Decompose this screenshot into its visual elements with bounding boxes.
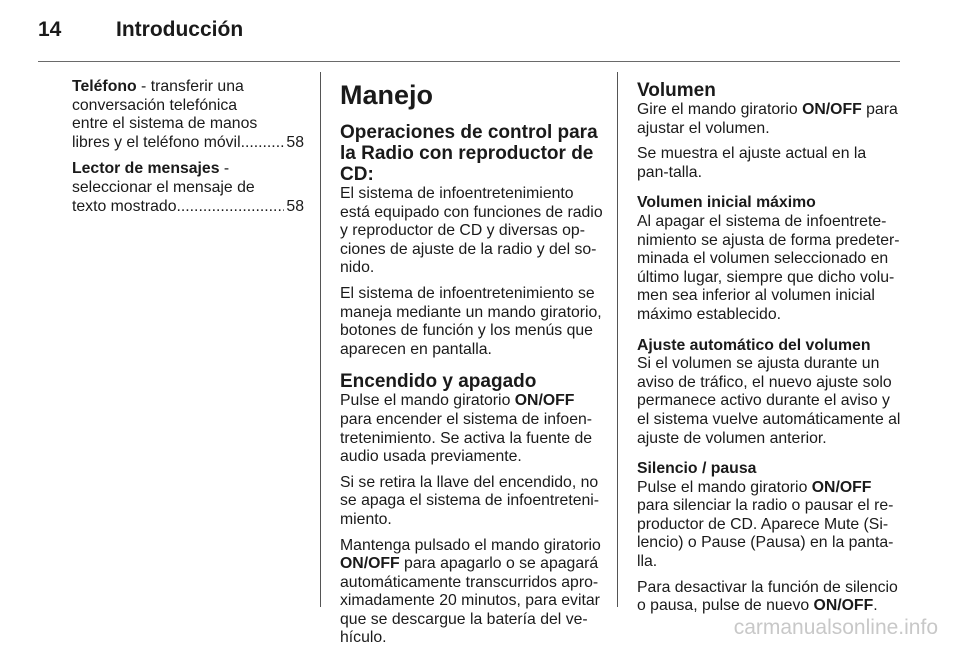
toc-text: entre el sistema de manos: [72, 115, 258, 133]
manejo-column: [340, 78, 603, 655]
paragraph: El sistema de infoentretenimiento se maneja mediante un mando giratorio, botones de función y los menús que aparecen en pantalla.: [340, 284, 602, 358]
paragraph: [637, 101, 902, 138]
toc-page-number: 58: [286, 133, 304, 151]
toc-text: transferir una: [150, 78, 244, 95]
heading-volumen: Volumen: [637, 80, 716, 101]
paragraph: El sistema de infoentretenimiento está equipado con funciones de radio y reproductor de CD y diversas op-ciones de ajuste de la radio y del so-nido.: [340, 185, 603, 277]
text: .: [873, 597, 878, 615]
paragraph: Se muestra el ajuste actual en la pan-talla.: [637, 145, 867, 181]
toc-page-number: 58: [286, 197, 304, 215]
text: Para desactivar la función de silencio o pausa, pulse de nuevo: [637, 578, 898, 615]
page-title: Introducción: [116, 18, 244, 41]
toc-leader: [241, 134, 285, 153]
heading-volumen-inicial: Volumen inicial máximo: [637, 194, 816, 212]
heading-ajuste-automatico: Ajuste automático del volumen: [637, 336, 871, 354]
toc-text: texto mostrado: [72, 197, 177, 215]
control-name: ON/OFF: [811, 478, 872, 496]
text: Pulse el mando giratorio: [637, 478, 812, 496]
page-number: 14: [38, 18, 62, 41]
control-name: ON/OFF: [514, 392, 575, 410]
toc-separator: -: [219, 160, 230, 178]
paragraph: [637, 579, 902, 616]
toc-term: Lector de mensajes: [72, 160, 220, 178]
heading-encendido: Encendido y apagado: [340, 371, 537, 393]
paragraph: Si el volumen se ajusta durante un aviso de tráfico, el nuevo ajuste solo permanece activo durante el aviso y el sistema vuelve automáticamente al ajuste de volumen anterior.: [637, 355, 901, 447]
text: para apagarlo o se apagará automáticamente transcurridos apro-ximadamente 20 minutos, para evitar que se descargue la batería del ve-hículo.: [340, 555, 600, 647]
toc-entry-lector-mensajes[interactable]: [72, 160, 304, 216]
heading-operaciones: Operaciones de control para la Radio con reproductor de CD:: [340, 122, 598, 185]
text: Pulse el mando giratorio: [340, 392, 515, 410]
toc-leader: [177, 198, 285, 217]
paragraph: Si se retira la llave del encendido, no se apaga el sistema de infoentreteni-miento.: [340, 473, 600, 528]
heading-silencio: Silencio / pausa: [637, 460, 757, 478]
control-name: ON/OFF: [813, 597, 874, 615]
toc-separator: -: [136, 78, 151, 95]
page-header: [38, 18, 243, 42]
paragraph: Al apagar el sistema de infoentrete-nimiento se ajusta de forma predeter-minada el volumen seleccionado en último lugar, siempre que dicho volu-men sea inferior al volumen inicial máximo establecido.: [637, 212, 900, 323]
toc-text: libres y el teléfono móvil: [72, 133, 241, 151]
text: Gire el mando giratorio: [637, 101, 803, 118]
text: para silenciar la radio o pausar el re-productor de CD. Aparece Mute (Si-lencio) o Pause (Pausa) en la panta-lla.: [637, 497, 894, 571]
toc-term: Teléfono: [72, 78, 137, 95]
column-divider-right: [617, 72, 618, 607]
toc-column: [72, 78, 304, 224]
header-divider: [38, 61, 900, 62]
control-name: ON/OFF: [802, 101, 862, 118]
text: para encender el sistema de infoen-tretenimiento. Se activa la fuente de audio usada previamente.: [340, 410, 593, 466]
text: para ajustar el volumen.: [637, 101, 898, 137]
text: Mantenga pulsado el mando giratorio: [340, 536, 601, 554]
toc-text: seleccionar el mensaje de: [72, 178, 255, 196]
paragraph: [340, 537, 603, 649]
toc-text: conversación telefónica: [72, 96, 238, 114]
section-title-manejo: Manejo: [340, 80, 434, 110]
paragraph: [340, 392, 603, 466]
control-name: ON/OFF: [340, 555, 400, 573]
watermark: carmanualsonline.info: [733, 616, 938, 639]
volumen-column: [637, 78, 902, 623]
column-divider-left: [320, 72, 321, 607]
toc-entry-telefono[interactable]: [72, 78, 304, 152]
paragraph: [637, 479, 902, 572]
